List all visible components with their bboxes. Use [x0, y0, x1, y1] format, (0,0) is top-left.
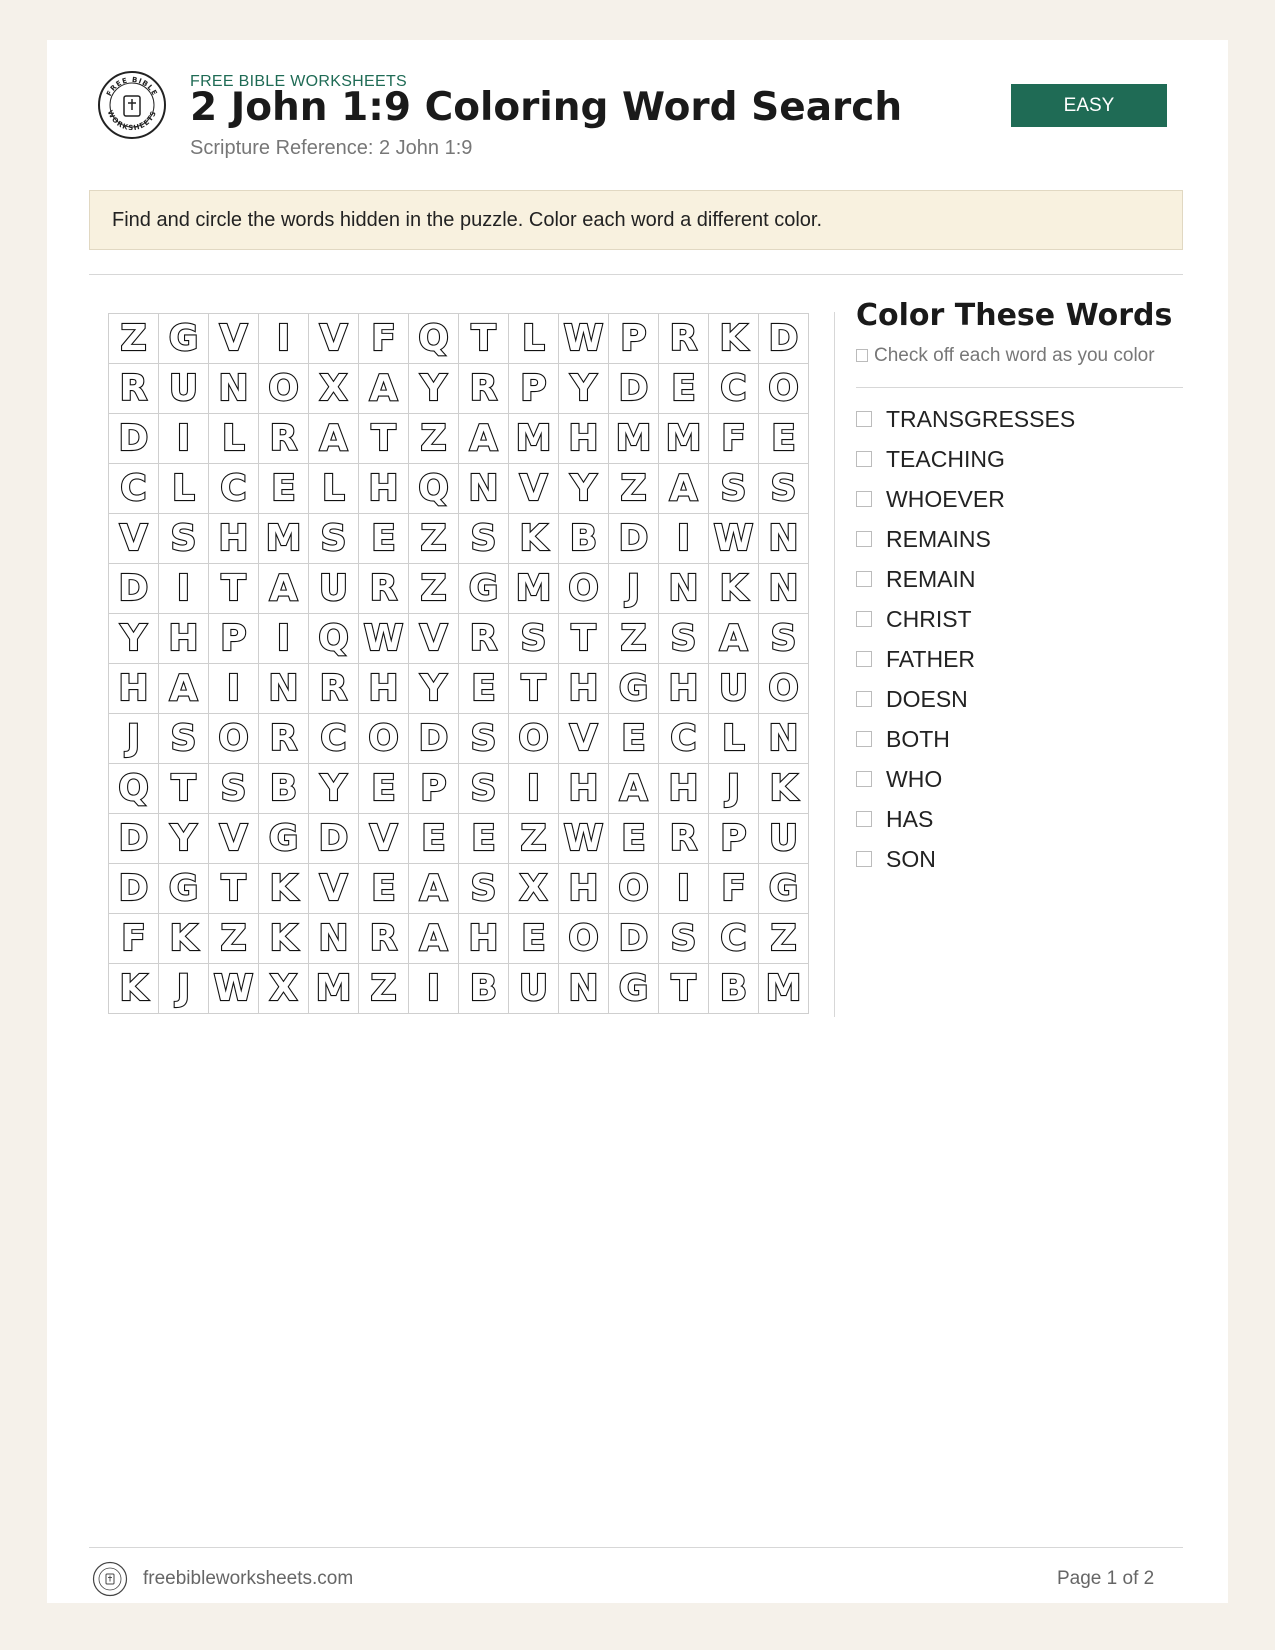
grid-cell: H [109, 664, 159, 714]
grid-cell: Q [409, 314, 459, 364]
grid-cell: F [709, 864, 759, 914]
footer-url: freebibleworksheets.com [143, 1568, 354, 1589]
grid-cell: E [359, 764, 409, 814]
word-label: WHO [886, 765, 943, 792]
word-checkbox[interactable] [856, 851, 872, 867]
grid-cell: I [159, 564, 209, 614]
grid-cell: F [109, 914, 159, 964]
grid-cell: V [509, 464, 559, 514]
grid-cell: W [559, 814, 609, 864]
word-item [856, 839, 1075, 879]
grid-cell: P [609, 314, 659, 364]
grid-cell: G [609, 964, 659, 1014]
grid-cell: X [509, 864, 559, 914]
grid-cell: D [609, 364, 659, 414]
grid-cell: G [159, 314, 209, 364]
grid-cell: H [209, 514, 259, 564]
grid-cell: M [659, 414, 709, 464]
logo-icon [97, 70, 167, 140]
grid-cell: V [209, 814, 259, 864]
grid-cell: M [609, 414, 659, 464]
grid-cell: V [309, 864, 359, 914]
grid-cell: H [359, 464, 409, 514]
grid-cell: V [559, 714, 609, 764]
grid-cell: G [159, 864, 209, 914]
brand-name: FREE BIBLE WORKSHEETS [190, 73, 408, 90]
grid-cell: R [359, 564, 409, 614]
word-item [856, 439, 1075, 479]
worksheet-page [47, 40, 1228, 1603]
grid-cell: K [259, 864, 309, 914]
grid-cell: M [509, 564, 559, 614]
word-item [856, 479, 1075, 519]
word-checkbox[interactable] [856, 451, 872, 467]
grid-cell: O [209, 714, 259, 764]
grid-cell: C [109, 464, 159, 514]
grid-cell: R [459, 614, 509, 664]
grid-cell: E [359, 514, 409, 564]
grid-cell: R [459, 364, 509, 414]
grid-cell: L [709, 714, 759, 764]
grid-cell: V [359, 814, 409, 864]
grid-cell: M [259, 514, 309, 564]
grid-cell: E [409, 814, 459, 864]
grid-cell: S [159, 514, 209, 564]
grid-cell: T [209, 864, 259, 914]
grid-cell: W [359, 614, 409, 664]
grid-cell: U [509, 964, 559, 1014]
grid-cell: Y [409, 364, 459, 414]
grid-cell: C [659, 714, 709, 764]
word-item [856, 399, 1075, 439]
grid-cell: J [709, 764, 759, 814]
grid-cell: E [509, 914, 559, 964]
grid-cell: H [459, 914, 509, 964]
grid-cell: N [309, 914, 359, 964]
grid-cell: H [559, 664, 609, 714]
grid-cell: A [609, 764, 659, 814]
grid-cell: E [459, 664, 509, 714]
grid-cell: C [709, 914, 759, 964]
grid-cell: N [209, 364, 259, 414]
grid-cell: L [309, 464, 359, 514]
grid-cell: U [709, 664, 759, 714]
word-checkbox[interactable] [856, 731, 872, 747]
grid-cell: B [709, 964, 759, 1014]
grid-cell: F [709, 414, 759, 464]
grid-cell: W [559, 314, 609, 364]
grid-cell: D [759, 314, 809, 364]
word-item [856, 679, 1075, 719]
grid-cell: V [409, 614, 459, 664]
word-label: FATHER [886, 645, 976, 672]
grid-cell: S [659, 614, 709, 664]
grid-cell: W [209, 964, 259, 1014]
word-checkbox[interactable] [856, 611, 872, 627]
grid-cell: V [309, 314, 359, 364]
grid-cell: H [159, 614, 209, 664]
word-checkbox[interactable] [856, 771, 872, 787]
grid-cell: C [709, 364, 759, 414]
word-item [856, 519, 1075, 559]
grid-cell: A [359, 364, 409, 414]
grid-cell: A [459, 414, 509, 464]
word-list-hint-text: Check off each word as you color [874, 345, 1155, 366]
grid-cell: D [609, 514, 659, 564]
word-label: TRANSGRESSES [886, 405, 1076, 432]
grid-cell: L [209, 414, 259, 464]
grid-cell: K [709, 314, 759, 364]
grid-cell: S [759, 464, 809, 514]
grid-cell: Z [609, 464, 659, 514]
grid-cell: U [759, 814, 809, 864]
grid-cell: Y [309, 764, 359, 814]
scripture-reference: Scripture Reference: 2 John 1:9 [190, 137, 473, 159]
grid-cell: Z [409, 414, 459, 464]
grid-cell: S [709, 464, 759, 514]
grid-cell: I [509, 764, 559, 814]
grid-cell: A [259, 564, 309, 614]
grid-cell: T [359, 414, 409, 464]
grid-cell: S [459, 764, 509, 814]
grid-cell: E [609, 714, 659, 764]
grid-cell: S [459, 714, 509, 764]
grid-cell: D [609, 914, 659, 964]
grid-cell: N [259, 664, 309, 714]
grid-cell: P [409, 764, 459, 814]
grid-cell: C [209, 464, 259, 514]
word-checkbox[interactable] [856, 571, 872, 587]
word-checkbox[interactable] [856, 411, 872, 427]
grid-cell: D [409, 714, 459, 764]
grid-cell: A [309, 414, 359, 464]
word-item [856, 799, 1075, 839]
grid-cell: Z [209, 914, 259, 964]
grid-cell: I [659, 514, 709, 564]
grid-cell: H [559, 864, 609, 914]
grid-cell: J [109, 714, 159, 764]
grid-cell: T [209, 564, 259, 614]
grid-cell: L [509, 314, 559, 364]
grid-cell: Y [559, 464, 609, 514]
grid-cell: S [459, 514, 509, 564]
instructions-banner: Find and circle the words hidden in the puzzle. Color each word a different color. [89, 190, 1183, 250]
grid-cell: H [559, 764, 609, 814]
grid-cell: N [759, 514, 809, 564]
grid-cell: K [509, 514, 559, 564]
grid-cell: N [459, 464, 509, 514]
grid-cell: V [109, 514, 159, 564]
grid-cell: L [159, 464, 209, 514]
footer-logo-icon [92, 1561, 128, 1597]
grid-cell: M [759, 964, 809, 1014]
grid-cell: R [309, 664, 359, 714]
grid-cell: D [109, 814, 159, 864]
divider-words [856, 387, 1183, 388]
grid-cell: R [659, 314, 709, 364]
grid-cell: H [359, 664, 409, 714]
grid-cell: G [609, 664, 659, 714]
grid-cell: O [759, 664, 809, 714]
grid-cell: B [559, 514, 609, 564]
grid-cell: K [259, 914, 309, 964]
grid-cell: E [459, 814, 509, 864]
divider-bottom [89, 1547, 1183, 1548]
difficulty-badge: EASY [1011, 84, 1167, 127]
grid-cell: P [209, 614, 259, 664]
grid-cell: X [309, 364, 359, 414]
grid-cell: H [659, 664, 709, 714]
grid-cell: A [159, 664, 209, 714]
grid-cell: T [159, 764, 209, 814]
word-item [856, 599, 1075, 639]
grid-cell: P [709, 814, 759, 864]
grid-cell: K [759, 764, 809, 814]
grid-cell: E [259, 464, 309, 514]
word-item [856, 759, 1075, 799]
grid-cell: K [109, 964, 159, 1014]
grid-cell: M [309, 964, 359, 1014]
word-item [856, 639, 1075, 679]
word-search-grid [108, 313, 809, 1014]
grid-cell: Z [109, 314, 159, 364]
word-label: HAS [886, 805, 934, 832]
grid-cell: I [259, 614, 309, 664]
word-list [856, 399, 1075, 879]
divider-vertical [834, 312, 835, 1017]
grid-cell: E [609, 814, 659, 864]
grid-cell: O [259, 364, 309, 414]
grid-cell: M [509, 414, 559, 464]
grid-cell: Z [609, 614, 659, 664]
grid-cell: E [759, 414, 809, 464]
grid-cell: I [209, 664, 259, 714]
grid-cell: Z [759, 914, 809, 964]
grid-cell: Y [109, 614, 159, 664]
grid-cell: S [309, 514, 359, 564]
word-label: BOTH [886, 725, 950, 752]
grid-cell: W [709, 514, 759, 564]
grid-cell: T [509, 664, 559, 714]
divider-top [89, 274, 1183, 275]
grid-cell: R [259, 414, 309, 464]
grid-cell: E [359, 864, 409, 914]
grid-cell: V [209, 314, 259, 364]
grid-cell: N [659, 564, 709, 614]
word-list-title: Color These Words [856, 298, 1173, 333]
word-label: REMAIN [886, 565, 976, 592]
grid-cell: S [159, 714, 209, 764]
grid-cell: H [559, 414, 609, 464]
word-label: SON [886, 845, 936, 872]
word-checkbox[interactable] [856, 651, 872, 667]
grid-cell: S [459, 864, 509, 914]
grid-cell: Z [509, 814, 559, 864]
grid-cell: A [409, 864, 459, 914]
grid-cell: R [359, 914, 409, 964]
word-label: CHRIST [886, 605, 972, 632]
grid-cell: Y [559, 364, 609, 414]
logo-text-top: FREE BIBLE [105, 75, 159, 98]
word-checkbox[interactable] [856, 491, 872, 507]
grid-cell: Y [159, 814, 209, 864]
grid-cell: K [159, 914, 209, 964]
grid-cell: B [459, 964, 509, 1014]
grid-cell: D [109, 864, 159, 914]
grid-cell: I [409, 964, 459, 1014]
grid-cell: A [409, 914, 459, 964]
word-list-hint [856, 345, 1155, 367]
logo-text-bottom: WORKSHEETS [105, 109, 159, 133]
grid-cell: I [659, 864, 709, 914]
grid-cell: U [309, 564, 359, 614]
word-item [856, 559, 1075, 599]
grid-cell: U [159, 364, 209, 414]
grid-cell: D [109, 564, 159, 614]
grid-cell: G [759, 864, 809, 914]
word-checkbox[interactable] [856, 531, 872, 547]
grid-cell: I [259, 314, 309, 364]
grid-cell: D [109, 414, 159, 464]
grid-cell: T [559, 614, 609, 664]
grid-cell: Z [409, 564, 459, 614]
grid-cell: X [259, 964, 309, 1014]
grid-cell: C [309, 714, 359, 764]
grid-cell: A [709, 614, 759, 664]
grid-cell: K [709, 564, 759, 614]
word-checkbox[interactable] [856, 811, 872, 827]
grid-cell: O [359, 714, 409, 764]
grid-cell: Q [109, 764, 159, 814]
grid-cell: O [559, 914, 609, 964]
word-label: DOESN [886, 685, 968, 712]
grid-cell: R [259, 714, 309, 764]
grid-cell: O [609, 864, 659, 914]
checkbox-icon [856, 349, 868, 362]
grid-cell: F [359, 314, 409, 364]
grid-cell: R [109, 364, 159, 414]
grid-cell: Y [409, 664, 459, 714]
grid-cell: O [559, 564, 609, 614]
grid-cell: Z [359, 964, 409, 1014]
grid-cell: J [609, 564, 659, 614]
grid-cell: D [309, 814, 359, 864]
grid-cell: T [659, 964, 709, 1014]
grid-cell: G [259, 814, 309, 864]
grid-cell: S [209, 764, 259, 814]
grid-cell: N [759, 714, 809, 764]
grid-cell: B [259, 764, 309, 814]
page-number: Page 1 of 2 [1057, 1568, 1155, 1589]
grid-cell: O [759, 364, 809, 414]
grid-cell: P [509, 364, 559, 414]
grid-cell: T [459, 314, 509, 364]
grid-cell: E [659, 364, 709, 414]
grid-cell: Q [409, 464, 459, 514]
grid-cell: G [459, 564, 509, 614]
word-label: TEACHING [886, 445, 1005, 472]
grid-cell: Q [309, 614, 359, 664]
grid-cell: Z [409, 514, 459, 564]
grid-cell: S [509, 614, 559, 664]
grid-cell: S [659, 914, 709, 964]
grid-cell: J [159, 964, 209, 1014]
word-checkbox[interactable] [856, 691, 872, 707]
grid-cell: H [659, 764, 709, 814]
grid-cell: R [659, 814, 709, 864]
grid-cell: N [759, 564, 809, 614]
word-label: WHOEVER [886, 485, 1005, 512]
page-title: 2 John 1:9 Coloring Word Search [190, 85, 903, 130]
grid-cell: N [559, 964, 609, 1014]
word-label: REMAINS [886, 525, 991, 552]
grid-cell: O [509, 714, 559, 764]
word-item [856, 719, 1075, 759]
grid-cell: I [159, 414, 209, 464]
grid-cell: A [659, 464, 709, 514]
grid-cell: S [759, 614, 809, 664]
